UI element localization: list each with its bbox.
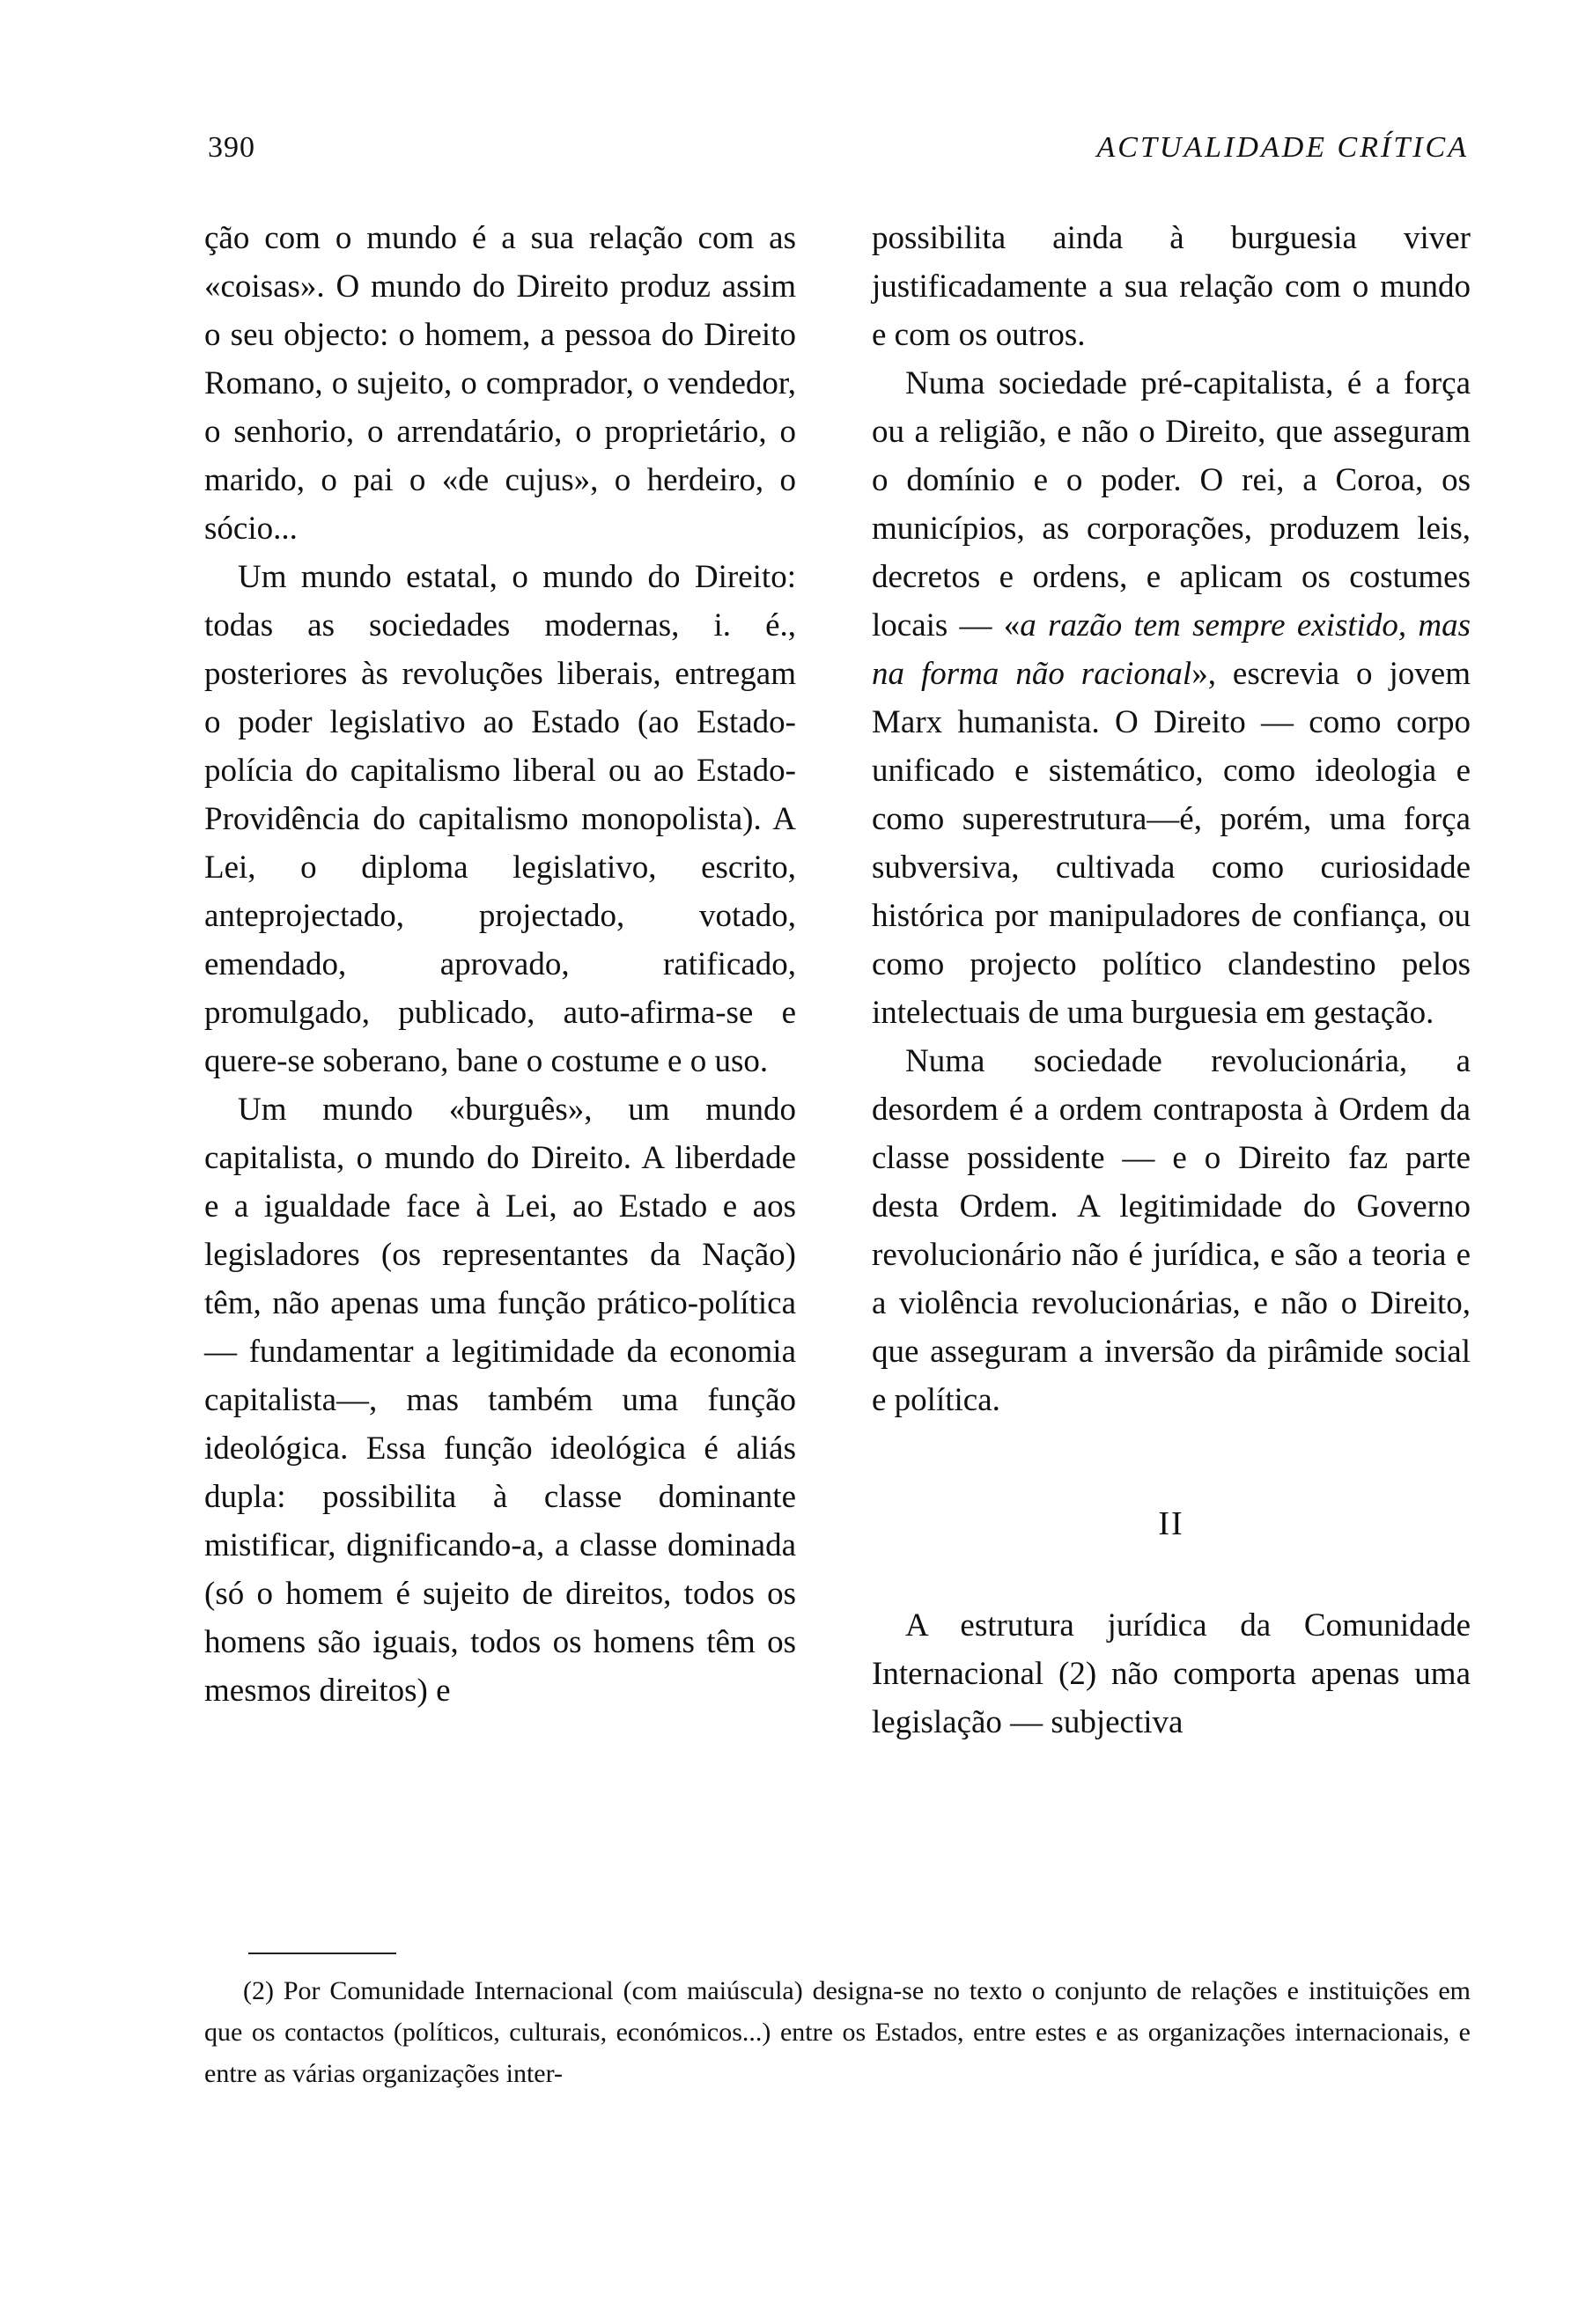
footnote-text: (2) Por Comunidade Internacional (com maiúscula) designa-se no texto o conjunto de relações e instituições em que os contactos (políticos, culturais, económicos...) entre os Estados, entre estes e as organizações internacionais, e entre as várias organizações inter- bbox=[204, 1976, 1471, 2088]
paragraph: possibilita ainda à burguesia viver justificadamente a sua relação com o mundo e com os outros. bbox=[872, 220, 1471, 353]
paragraph: Um mundo estatal, o mundo do Direito: todas as sociedades modernas, i. é., posteriores às revoluções liberais, entregam o poder legislativo ao Estado (ao Estado-polícia do capitalismo liberal ou ao Estado-Providência do capitalismo monopolista). A Lei, o diploma legislativo, escrito, anteprojectado, projectado, votado, emendado, aprovado, ratificado, promulgado, publicado, auto-afirma-se e quere-se soberano, bane o costume e o uso. bbox=[204, 559, 796, 1079]
section-heading: II bbox=[1158, 1505, 1184, 1542]
paragraph bbox=[872, 359, 1471, 1037]
footnote bbox=[204, 1970, 1471, 2094]
left-column bbox=[204, 214, 796, 1715]
paragraph: A estrutura jurídica da Comunidade Internacional (2) não comporta apenas uma legislação — subjectiva bbox=[872, 1607, 1471, 1740]
paragraph: Um mundo «burguês», um mundo capitalista, o mundo do Direito. A liberdade e a igualdade face à Lei, ao Estado e aos legisladores (os representantes da Nação) têm, não apenas uma função prático-política — fundamentar a legitimidade da economia capitalista—, mas também uma função ideológica. Essa função ideológica é aliás dupla: possibilita à classe dominante mistificar, dignificando-a, a classe dominada (só o homem é sujeito de direitos, todos os homens são iguais, todos os homens têm os mesmos direitos) e bbox=[204, 1092, 796, 1709]
marx-quote: a razão tem sempre existido, mas na forma não racional bbox=[872, 607, 1471, 692]
running-head: ACTUALIDADE CRÍTICA bbox=[1096, 131, 1469, 164]
paragraph: Numa sociedade revolucionária, a desordem é a ordem contraposta à Ordem da classe possidente — e o Direito faz parte desta Ordem. A legitimidade do Governo revolucionário não é jurídica, e são a teoria e a violência revolucionárias, e não o Direito, que asseguram a inversão da pirâmide social e política. bbox=[872, 1043, 1471, 1418]
right-column bbox=[872, 214, 1471, 1747]
text-run: Numa sociedade pré-capitalista, é a força ou a religião, e não o Direito, que asseguram o domínio e o poder. O rei, a Coroa, os municípios, as corporações, produzem leis, decretos e ordens, e aplicam os costumes locais — « bbox=[872, 365, 1471, 644]
footnote-divider bbox=[248, 1953, 396, 1954]
paragraph: ção com o mundo é a sua relação com as «coisas». O mundo do Direito produz assim o seu objecto: o homem, a pessoa do Direito Romano, o sujeito, o comprador, o vendedor, o senhorio, o arrendatário, o proprietário, o marido, o pai o «de cujus», o herdeiro, o sócio... bbox=[204, 220, 796, 547]
text-run: », escrevia o jovem Marx humanista. O Direito — como corpo unificado e sistemático, como ideologia e como superestrutura—é, porém, uma força subversiva, cultivada como curiosidade histórica por manipuladores de confiança, ou como projecto político clandestino pelos intelectuais de uma burguesia em gestação. bbox=[872, 656, 1471, 1031]
page-number: 390 bbox=[208, 131, 255, 164]
